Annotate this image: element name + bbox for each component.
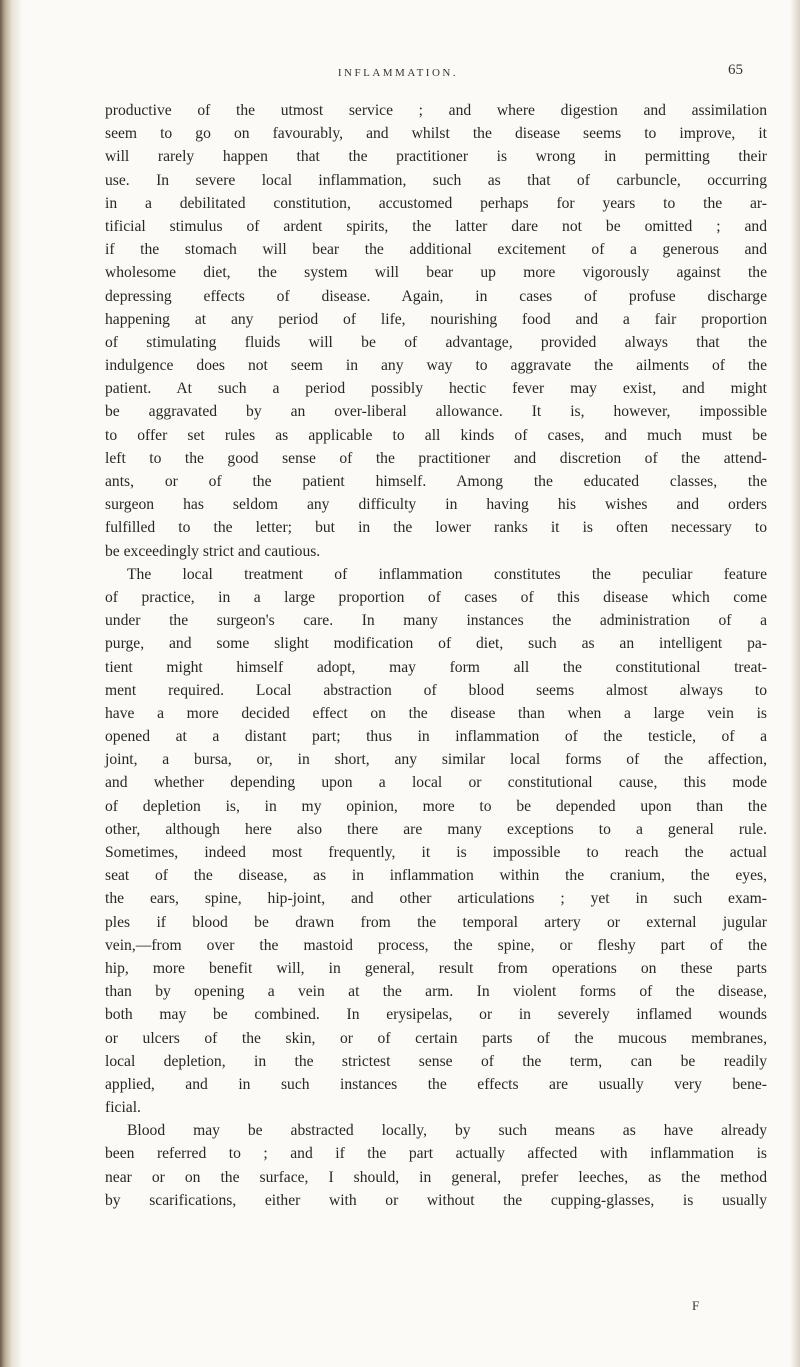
- text-line: surgeon has seldom any difficulty in having his wishes and orders: [105, 496, 767, 514]
- text-line: fulfilled to the letter; but in the lower ranks it is often necessary to: [105, 519, 767, 537]
- text-line: to offer set rules as applicable to all kinds of cases, and much must be: [105, 426, 767, 444]
- text-line: ples if blood be drawn from the temporal artery or external jugular: [105, 913, 767, 931]
- text-line: indulgence does not seem in any way to aggravate the ailments of the: [105, 357, 767, 375]
- text-line: of stimulating fluids will be of advantage, provided always that the: [105, 333, 767, 351]
- text-line: in a debilitated constitution, accustomed perhaps for years to the ar-: [105, 194, 767, 212]
- text-line: happening at any period of life, nourishing food and a fair proportion: [105, 310, 767, 328]
- text-line: wholesome diet, the system will bear up more vigorously against the: [105, 264, 767, 282]
- text-line: use. In severe local inflammation, such as that of carbuncle, occurring: [105, 171, 767, 189]
- body-text: [105, 99, 767, 1212]
- paragraph-end-line: be exceedingly strict and cautious.: [105, 542, 321, 560]
- text-line: tient might himself adopt, may form all the constitutional treat-: [105, 658, 767, 676]
- text-line: local depletion, in the strictest sense of the term, can be readily: [105, 1052, 767, 1070]
- text-line: the ears, spine, hip-joint, and other articulations ; yet in such exam-: [105, 890, 767, 908]
- paragraph-start-line: Blood may be abstracted locally, by such means as have already: [127, 1122, 767, 1140]
- text-line: tificial stimulus of ardent spirits, the latter dare not be omitted ; and: [105, 217, 767, 235]
- text-line: will rarely happen that the practitioner is wrong in permitting their: [105, 148, 767, 166]
- paragraph-start-line: The local treatment of inflammation constitutes the peculiar feature: [127, 565, 767, 583]
- text-line: than by opening a vein at the arm. In violent forms of the disease,: [105, 983, 767, 1001]
- text-line: have a more decided effect on the disease than when a large vein is: [105, 704, 767, 722]
- text-line: productive of the utmost service ; and where digestion and assimilation: [105, 102, 767, 119]
- running-head: INFLAMMATION.: [337, 67, 459, 79]
- text-line: patient. At such a period possibly hectic fever may exist, and might: [105, 380, 767, 398]
- text-line: seat of the disease, as in inflammation within the cranium, the eyes,: [105, 867, 767, 885]
- text-line: been referred to ; and if the part actually affected with inflammation is: [105, 1145, 767, 1163]
- text-line: depressing effects of disease. Again, in cases of profuse discharge: [105, 287, 767, 305]
- text-line: of practice, in a large proportion of cases of this disease which come: [105, 588, 767, 606]
- text-line: applied, and in such instances the effects are usually very bene-: [105, 1075, 767, 1093]
- text-line: vein,—from over the mastoid process, the spine, or fleshy part of the: [105, 936, 767, 954]
- text-line: by scarifications, either with or without the cupping-glasses, is usually: [105, 1191, 767, 1209]
- text-line: joint, a bursa, or, in short, any similar local forms of the affection,: [105, 751, 767, 769]
- text-line: or ulcers of the skin, or of certain parts of the mucous membranes,: [105, 1029, 767, 1047]
- text-line: hip, more benefit will, in general, result from operations on these parts: [105, 959, 767, 977]
- text-line: of depletion is, in my opinion, more to be depended upon than the: [105, 797, 767, 815]
- text-line: if the stomach will bear the additional excitement of a generous and: [105, 241, 767, 259]
- text-line: purge, and some slight modification of diet, such as an intelligent pa-: [105, 635, 767, 653]
- text-line: under the surgeon's care. In many instances the administration of a: [105, 612, 767, 630]
- binding-edge: [0, 0, 22, 1367]
- text-line: seem to go on favourably, and whilst the disease seems to improve, it: [105, 125, 767, 143]
- page-number: 65: [728, 62, 743, 78]
- text-line: and whether depending upon a local or constitutional cause, this mode: [105, 774, 767, 792]
- paragraph-end-line: ficial.: [105, 1099, 141, 1117]
- text-line: ants, or of the patient himself. Among the educated classes, the: [105, 473, 767, 490]
- text-line: left to the good sense of the practitioner and discretion of the attend-: [105, 449, 767, 467]
- text-line: ment required. Local abstraction of blood seems almost always to: [105, 681, 767, 699]
- page-edge: [790, 0, 800, 1367]
- text-line: near or on the surface, I should, in general, prefer leeches, as the method: [105, 1168, 767, 1186]
- text-line: opened at a distant part; thus in inflammation of the testicle, of a: [105, 728, 767, 746]
- text-line: be aggravated by an over-liberal allowance. It is, however, impossible: [105, 403, 767, 421]
- text-line: both may be combined. In erysipelas, or in severely inflamed wounds: [105, 1006, 767, 1024]
- text-line: other, although here also there are many exceptions to a general rule.: [105, 820, 767, 838]
- signature-mark: F: [692, 1298, 700, 1313]
- text-line: Sometimes, indeed most frequently, it is impossible to reach the actual: [105, 844, 767, 861]
